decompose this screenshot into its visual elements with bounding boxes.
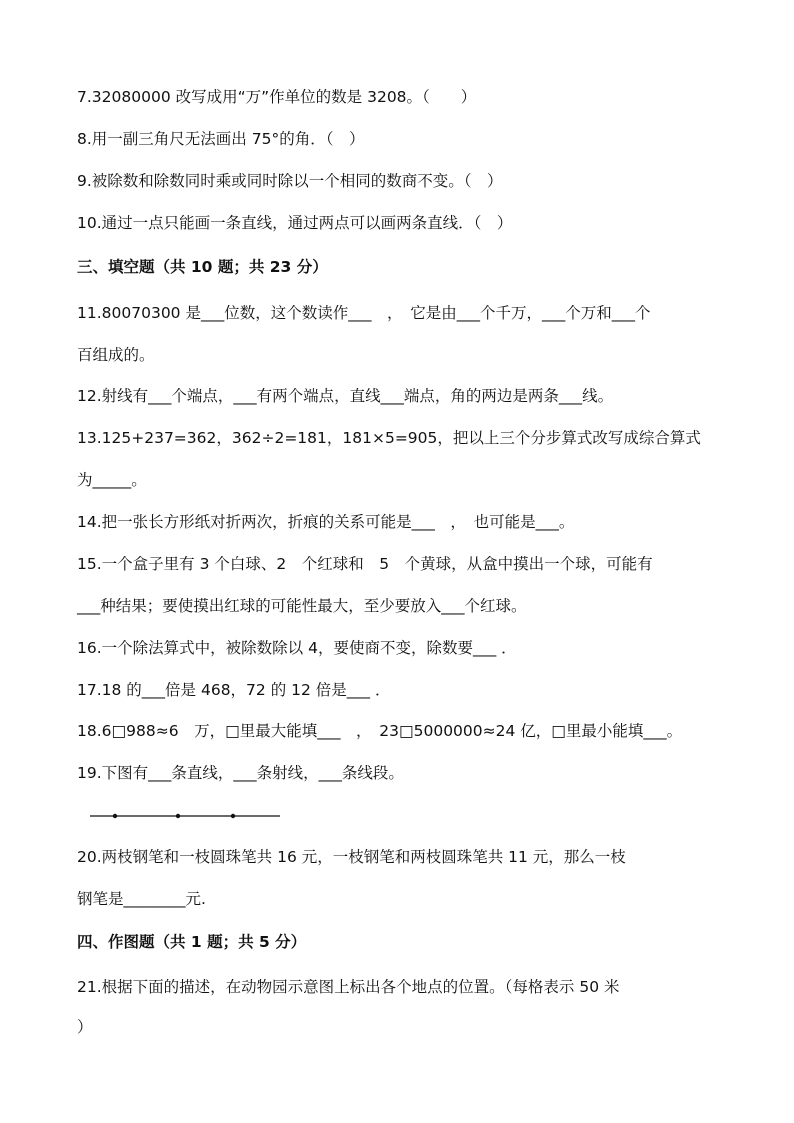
section4-heading: 四、作图题（共 1 题；共 5 分）	[77, 933, 307, 951]
line-figure	[90, 806, 290, 826]
q20-line1: 20.两枝钢笔和一枝圆珠笔共 16 元，一枝钢笔和两枝圆珠笔共 11 元，那么一枝	[77, 848, 626, 866]
q21-line2: ）	[77, 1018, 93, 1036]
q10-line: 10.通过一点只能画一条直线，通过两点可以画两条直线．（ ）	[77, 214, 513, 232]
q13-line2: 为_____。	[77, 471, 147, 489]
q11-line1: 11.80070300 是___位数，这个数读作___ ， 它是由___个千万，___个万和___个	[77, 304, 651, 322]
q20-line2: 钢笔是________元.	[77, 890, 206, 908]
section3-heading: 三、填空题（共 10 题；共 23 分）	[77, 258, 328, 276]
q7-line: 7.32080000 改写成用“万”作单位的数是 3208。（ ）	[77, 88, 477, 106]
figure-point-1	[113, 814, 117, 818]
q15-line1: 15.一个盒子里有 3 个白球、2 个红球和 5 个黄球，从盒中摸出一个球，可能有	[77, 555, 653, 573]
q13-line1: 13.125+237=362，362÷2=181，181×5=905，把以上三个分步算式改写成综合算式	[77, 429, 701, 447]
q17-line: 17.18 的___倍是 468，72 的 12 倍是___ ．	[77, 681, 391, 699]
q9-line: 9.被除数和除数同时乘或同时除以一个相同的数商不变。（ ）	[77, 172, 503, 190]
q19-line: 19.下图有___条直线，___条射线，___条线段。	[77, 764, 404, 782]
q11-line2: 百组成的。	[77, 346, 155, 364]
figure-point-3	[231, 814, 235, 818]
q21-line1: 21.根据下面的描述，在动物园示意图上标出各个地点的位置。（每格表示 50 米	[77, 978, 620, 996]
q12-line: 12.射线有___个端点，___有两个端点，直线___端点，角的两边是两条___线。	[77, 387, 614, 405]
figure-point-2	[176, 814, 180, 818]
q16-line: 16.一个除法算式中，被除数除以 4，要使商不变，除数要___ ．	[77, 639, 517, 657]
q15-line2: ___种结果；要使摸出红球的可能性最大，至少要放入___个红球。	[77, 597, 527, 615]
q18-line: 18.6□988≈6 万，□里最大能填___ ， 23□5000000≈24 亿，□里最小能填___。	[77, 722, 683, 740]
q14-line: 14.把一张长方形纸对折两次，折痕的关系可能是___ ， 也可能是___。	[77, 513, 575, 531]
q8-line: 8.用一副三角尺无法画出 75°的角．（ ）	[77, 130, 365, 148]
